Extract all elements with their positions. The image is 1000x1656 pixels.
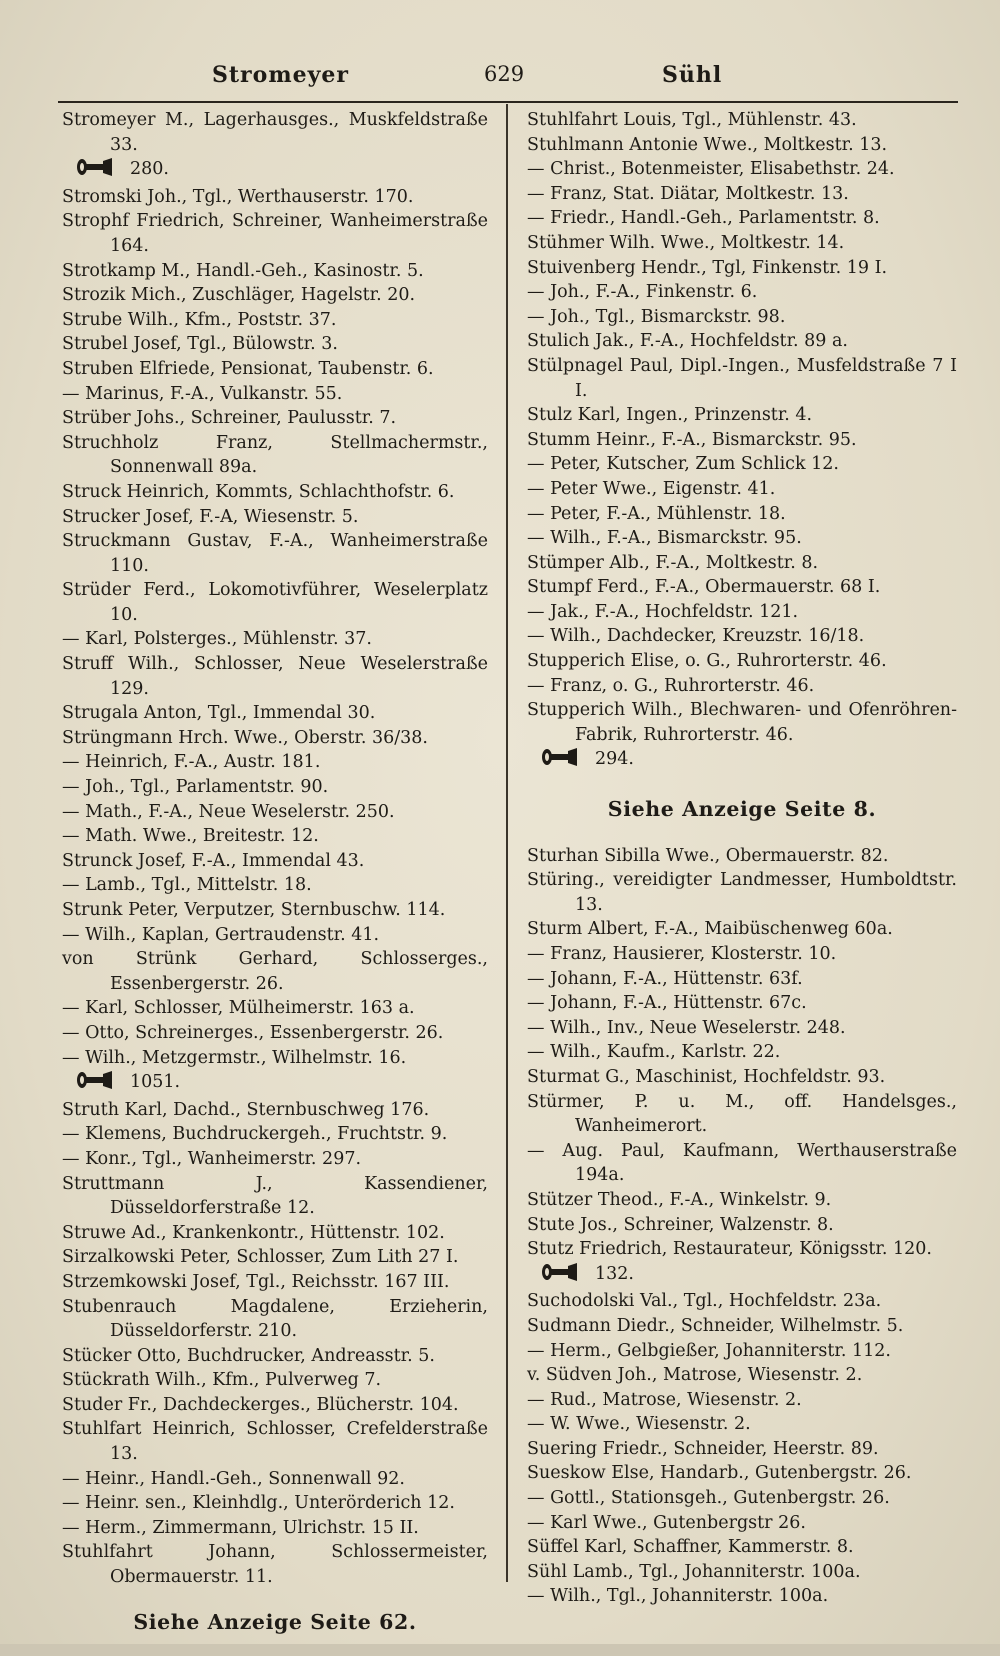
phone-number-entry xyxy=(527,747,957,775)
directory-entry xyxy=(527,942,957,967)
directory-entry xyxy=(527,231,957,256)
running-head-right: Sühl xyxy=(662,62,723,88)
directory-entry xyxy=(62,873,488,898)
entry-text: — Otto, Schreinerges., Essenbergerstr. 26. xyxy=(62,1022,444,1043)
directory-entry xyxy=(527,698,957,747)
directory-entry xyxy=(62,529,488,578)
directory-entry xyxy=(527,1437,957,1462)
directory-entry xyxy=(527,575,957,600)
running-head-left: Stromeyer xyxy=(212,62,349,88)
directory-entry xyxy=(62,431,488,480)
entry-text: — Gottl., Stationsgeh., Gutenbergstr. 26. xyxy=(527,1488,890,1509)
directory-entry xyxy=(527,403,957,428)
entry-text: Stuhlfahrt Johann, Schlossermeister, Obermauerstr. 11. xyxy=(62,1542,488,1588)
directory-entry xyxy=(527,551,957,576)
directory-entry xyxy=(527,133,957,158)
directory-entry xyxy=(527,1065,957,1090)
entry-text: Stülpnagel Paul, Dipl.-Ingen., Musfeldstraße 7 I I. xyxy=(527,355,957,401)
directory-entry xyxy=(62,996,488,1021)
phone-number-entry xyxy=(62,157,488,185)
directory-entry xyxy=(62,505,488,530)
advert-reference: Siehe Anzeige Seite 62. xyxy=(133,1609,417,1634)
entry-text: Sturm Albert, F.-A., Maibüschenweg 60a. xyxy=(527,919,893,940)
entry-text: Struck Heinrich, Kommts, Schlachthofstr. 6. xyxy=(62,481,455,502)
entry-text: Strube Wilh., Kfm., Poststr. 37. xyxy=(62,309,337,330)
directory-entry xyxy=(527,354,957,403)
entry-text: Struwe Ad., Krankenkontr., Hüttenstr. 102. xyxy=(62,1222,445,1243)
entry-text: — Christ., Botenmeister, Elisabethstr. 24. xyxy=(527,159,895,180)
entry-text: Stupperich Wilh., Blechwaren- und Ofenröhren-Fabrik, Ruhrorterstr. 46. xyxy=(527,700,957,745)
entry-text: — Franz, Stat. Diätar, Moltkestr. 13. xyxy=(527,183,849,204)
entry-text: Struckmann Gustav, F.-A., Wanheimerstraße 110. xyxy=(62,531,488,576)
directory-entry xyxy=(62,406,488,431)
entry-text: Studer Fr., Dachdeckerges., Blücherstr. 104. xyxy=(62,1394,459,1415)
directory-entry xyxy=(527,1237,957,1262)
advert-reference: Siehe Anzeige Seite 8. xyxy=(607,797,877,822)
directory-entry xyxy=(527,674,957,699)
entry-text: — Johann, F.-A., Hüttenstr. 63f. xyxy=(527,968,803,989)
directory-entry xyxy=(527,206,957,231)
directory-entry xyxy=(62,1122,488,1147)
entry-text: Stuhlfahrt Louis, Tgl., Mühlenstr. 43. xyxy=(527,110,857,130)
entry-text: Strozik Mich., Zuschläger, Hagelstr. 20. xyxy=(62,285,416,306)
directory-entry xyxy=(62,1295,488,1344)
entry-text: Strüder Ferd., Lokomotivführer, Weselerplatz 10. xyxy=(62,580,488,625)
entry-text: Stümper Alb., F.-A., Moltkestr. 8. xyxy=(527,552,819,573)
directory-entry xyxy=(527,967,957,992)
directory-entry xyxy=(527,108,957,133)
entry-text: — Peter, Kutscher, Zum Schlick 12. xyxy=(527,454,839,475)
entry-text: Stupperich Elise, o. G., Ruhrorterstr. 46. xyxy=(527,651,887,672)
directory-entry xyxy=(62,652,488,701)
directory-entry xyxy=(62,1046,488,1071)
directory-entry xyxy=(62,1344,488,1369)
entry-text: Struff Wilh., Schlosser, Neue Weselerstraße 129. xyxy=(62,654,488,699)
directory-entry xyxy=(527,1584,957,1609)
entry-text: Sturmat G., Maschinist, Hochfeldstr. 93. xyxy=(527,1066,886,1087)
entry-text: — Klemens, Buchdruckergeh., Fruchtstr. 9. xyxy=(62,1124,448,1145)
entry-text: — Aug. Paul, Kaufmann, Werthauserstraße 194a. xyxy=(527,1140,957,1186)
phone-number: 294. xyxy=(595,749,634,770)
directory-entry xyxy=(527,182,957,207)
entry-text: — Rud., Matrose, Wiesenstr. 2. xyxy=(527,1389,802,1410)
directory-entry xyxy=(527,600,957,625)
header-rule xyxy=(58,101,958,103)
directory-entry xyxy=(527,991,957,1016)
directory-entry xyxy=(527,1188,957,1213)
directory-entry xyxy=(62,382,488,407)
entry-text: Stuivenberg Hendr., Tgl, Finkenstr. 19 I. xyxy=(527,257,888,278)
entry-text: — Jak., F.-A., Hochfeldstr. 121. xyxy=(527,601,799,622)
entry-text: Strophf Friedrich, Schreiner, Wanheimerstraße 164. xyxy=(62,211,488,256)
entry-text: Stüring., vereidigter Landmesser, Humboldtstr. 13. xyxy=(527,870,957,915)
right-column xyxy=(527,108,957,1609)
directory-entry xyxy=(527,1314,957,1339)
directory-entry xyxy=(62,108,488,157)
directory-entry xyxy=(62,726,488,751)
directory-entry xyxy=(527,1339,957,1364)
directory-entry xyxy=(62,923,488,948)
directory-entry xyxy=(527,1016,957,1041)
directory-entry xyxy=(527,844,957,869)
directory-entry xyxy=(527,329,957,354)
directory-entry xyxy=(527,1213,957,1238)
entry-text: Sirzalkowski Peter, Schlosser, Zum Lith 27 I. xyxy=(62,1247,459,1268)
directory-entry xyxy=(62,824,488,849)
entry-text: — W. Wwe., Wiesenstr. 2. xyxy=(527,1414,751,1435)
entry-text: — Wilh., F.-A., Bismarckstr. 95. xyxy=(527,528,802,549)
directory-entry xyxy=(62,578,488,627)
entry-text: Suchodolski Val., Tgl., Hochfeldstr. 23a. xyxy=(527,1291,882,1312)
entry-text: Stulich Jak., F.-A., Hochfeldstr. 89 a. xyxy=(527,331,848,352)
directory-entry xyxy=(62,1221,488,1246)
directory-entry xyxy=(62,1540,488,1589)
entry-text: — Heinrich, F.-A., Austr. 181. xyxy=(62,752,321,773)
directory-entry xyxy=(527,868,957,917)
entry-text: Sueskow Else, Handarb., Gutenbergstr. 26. xyxy=(527,1463,912,1484)
directory-entry xyxy=(62,775,488,800)
directory-entry xyxy=(62,1393,488,1418)
entry-text: Strzemkowski Josef, Tgl., Reichsstr. 167 III. xyxy=(62,1271,450,1292)
directory-entry xyxy=(62,1098,488,1123)
entry-text: Stuhlmann Antonie Wwe., Moltkestr. 13. xyxy=(527,134,888,155)
column-divider xyxy=(506,104,508,1582)
directory-entry xyxy=(527,477,957,502)
directory-entry xyxy=(527,1535,957,1560)
directory-entry xyxy=(62,947,488,996)
entry-text: Struttmann J., Kassendiener, Düsseldorferstraße 12. xyxy=(62,1173,488,1219)
directory-entry xyxy=(62,308,488,333)
entry-text: Strucker Josef, F.-A, Wiesenstr. 5. xyxy=(62,506,359,527)
entry-text: Süffel Karl, Schaffner, Kammerstr. 8. xyxy=(527,1537,854,1558)
entry-text: Stuhlfart Heinrich, Schlosser, Crefelderstraße 13. xyxy=(62,1419,488,1465)
directory-entry xyxy=(62,1147,488,1172)
left-column xyxy=(62,108,488,1656)
directory-entry xyxy=(62,283,488,308)
entry-text: — Wilh., Kaplan, Gertraudenstr. 41. xyxy=(62,924,380,945)
entry-text: Sühl Lamb., Tgl., Johanniterstr. 100a. xyxy=(527,1561,861,1582)
entry-text: Stromski Joh., Tgl., Werthauserstr. 170. xyxy=(62,186,414,207)
entry-text: — Math. Wwe., Breitestr. 12. xyxy=(62,826,319,847)
entry-text: Stromeyer M., Lagerhausges., Muskfeldstraße 33. xyxy=(62,110,488,155)
entry-text: Stute Jos., Schreiner, Walzenstr. 8. xyxy=(527,1214,834,1235)
directory-entry xyxy=(62,332,488,357)
directory-entry xyxy=(62,1491,488,1516)
directory-entry xyxy=(62,800,488,825)
entry-text: — Peter, F.-A., Mühlenstr. 18. xyxy=(527,503,786,524)
entry-text: Sturhan Sibilla Wwe., Obermauerstr. 82. xyxy=(527,845,889,866)
entry-text: Strotkamp M., Handl.-Geh., Kasinostr. 5. xyxy=(62,260,424,281)
entry-text: Struchholz Franz, Stellmachermstr., Sonnenwall 89a. xyxy=(62,432,488,478)
entry-text: — Heinr. sen., Kleinhdlg., Unterörderich 12. xyxy=(62,1493,455,1514)
directory-entry xyxy=(62,1021,488,1046)
directory-entry xyxy=(62,1516,488,1541)
entry-text: — Wilh., Dachdecker, Kreuzstr. 16/18. xyxy=(527,626,865,647)
entry-text: Stücker Otto, Buchdrucker, Andreasstr. 5. xyxy=(62,1345,435,1366)
directory-entry xyxy=(527,1486,957,1511)
entry-text: — Herm., Zimmermann, Ulrichstr. 15 II. xyxy=(62,1517,419,1538)
directory-entry xyxy=(62,185,488,210)
directory-entry xyxy=(62,1270,488,1295)
entry-text: Struben Elfriede, Pensionat, Taubenstr. 6. xyxy=(62,358,434,379)
directory-entry xyxy=(527,256,957,281)
entry-text: Sudmann Diedr., Schneider, Wilhelmstr. 5. xyxy=(527,1315,904,1336)
entry-text: — Franz, o. G., Ruhrorterstr. 46. xyxy=(527,675,815,696)
entry-text: — Math., F.-A., Neue Weselerstr. 250. xyxy=(62,801,395,822)
entry-text: Stutz Friedrich, Restaurateur, Königsstr. 120. xyxy=(527,1239,932,1260)
entry-text: — Konr., Tgl., Wanheimerstr. 297. xyxy=(62,1148,362,1169)
entry-text: Stürmer, P. u. M., off. Handelsges., Wanheimerort. xyxy=(527,1091,957,1137)
directory-entry xyxy=(62,357,488,382)
page-number: 629 xyxy=(484,62,525,86)
entry-text: Stühmer Wilh. Wwe., Moltkestr. 14. xyxy=(527,232,845,253)
directory-entry xyxy=(62,480,488,505)
entry-text: Strüngmann Hrch. Wwe., Oberstr. 36/38. xyxy=(62,727,428,748)
directory-entry xyxy=(62,627,488,652)
directory-entry xyxy=(62,1245,488,1270)
directory-entry xyxy=(527,1139,957,1188)
entry-text: Strugala Anton, Tgl., Immendal 30. xyxy=(62,703,376,724)
entry-text: — Peter Wwe., Eigenstr. 41. xyxy=(527,478,776,499)
directory-entry xyxy=(527,157,957,182)
entry-text: — Friedr., Handl.-Geh., Parlamentstr. 8. xyxy=(527,208,880,229)
directory-entry xyxy=(527,280,957,305)
directory-entry xyxy=(62,1172,488,1221)
phone-number: 132. xyxy=(595,1263,634,1284)
entry-text: Stückrath Wilh., Kfm., Pulverweg 7. xyxy=(62,1370,382,1391)
directory-entry xyxy=(527,649,957,674)
entry-text: von Strünk Gerhard, Schlosserges., Essenbergerstr. 26. xyxy=(62,949,488,994)
entry-text: — Marinus, F.-A., Vulkanstr. 55. xyxy=(62,383,343,404)
entry-text: — Joh., Tgl., Bismarckstr. 98. xyxy=(527,306,786,327)
directory-entry xyxy=(62,259,488,284)
entry-text: — Heinr., Handl.-Geh., Sonnenwall 92. xyxy=(62,1468,405,1489)
directory-entry xyxy=(527,624,957,649)
directory-entry xyxy=(527,1363,957,1388)
entry-text: — Wilh., Metzgermstr., Wilhelmstr. 16. xyxy=(62,1047,407,1068)
entry-text: — Herm., Gelbgießer, Johanniterstr. 112. xyxy=(527,1340,891,1361)
directory-entry xyxy=(527,917,957,942)
entry-text: — Karl, Polsterges., Mühlenstr. 37. xyxy=(62,629,372,650)
entry-text: — Wilh., Kaufm., Karlstr. 22. xyxy=(527,1042,781,1063)
page-header xyxy=(0,62,1000,96)
entry-text: Stumm Heinr., F.-A., Bismarckstr. 95. xyxy=(527,429,857,450)
entry-text: — Joh., Tgl., Parlamentstr. 90. xyxy=(62,777,329,798)
entry-text: Strunck Josef, F.-A., Immendal 43. xyxy=(62,850,365,871)
entry-text: — Lamb., Tgl., Mittelstr. 18. xyxy=(62,875,312,896)
entry-text: Struth Karl, Dachd., Sternbuschweg 176. xyxy=(62,1099,430,1120)
entry-text: Suering Friedr., Schneider, Heerstr. 89. xyxy=(527,1438,879,1459)
directory-entry xyxy=(62,209,488,258)
directory-entry xyxy=(62,1467,488,1492)
entry-text: — Wilh., Tgl., Johanniterstr. 100a. xyxy=(527,1586,829,1607)
directory-entry xyxy=(62,1368,488,1393)
entry-text: — Wilh., Inv., Neue Weselerstr. 248. xyxy=(527,1017,846,1038)
entry-text: Stubenrauch Magdalene, Erzieherin, Düsseldorferstr. 210. xyxy=(62,1296,488,1342)
directory-entry xyxy=(527,1040,957,1065)
directory-entry xyxy=(527,1461,957,1486)
directory-entry xyxy=(527,428,957,453)
directory-entry xyxy=(62,898,488,923)
entry-text: — Joh., F.-A., Finkenstr. 6. xyxy=(527,282,758,303)
entry-text: — Johann, F.-A., Hüttenstr. 67c. xyxy=(527,993,807,1014)
directory-entry xyxy=(527,1289,957,1314)
entry-text: — Franz, Hausierer, Klosterstr. 10. xyxy=(527,944,837,964)
directory-entry xyxy=(62,849,488,874)
phone-number: 280. xyxy=(130,159,169,180)
directory-entry xyxy=(527,526,957,551)
phone-number-entry xyxy=(62,1070,488,1098)
directory-entry xyxy=(62,750,488,775)
directory-entry xyxy=(527,502,957,527)
entry-text: Stützer Theod., F.-A., Winkelstr. 9. xyxy=(527,1189,832,1210)
entry-text: Strunk Peter, Verputzer, Sternbuschw. 114. xyxy=(62,900,446,920)
directory-entry xyxy=(527,1412,957,1437)
directory-entry xyxy=(62,701,488,726)
directory-entry xyxy=(527,1388,957,1413)
entry-text: Strubel Josef, Tgl., Bülowstr. 3. xyxy=(62,334,338,355)
directory-entry xyxy=(527,1511,957,1536)
directory-entry xyxy=(527,1090,957,1139)
entry-text: Stulz Karl, Ingen., Prinzenstr. 4. xyxy=(527,405,813,426)
entry-text: Strüber Johs., Schreiner, Paulusstr. 7. xyxy=(62,408,397,429)
directory-entry xyxy=(527,1560,957,1585)
phone-number-entry xyxy=(527,1262,957,1290)
directory-entry xyxy=(527,305,957,330)
entry-text: — Karl, Schlosser, Mülheimerstr. 163 a. xyxy=(62,998,415,1019)
directory-entry xyxy=(62,1417,488,1466)
directory-entry xyxy=(527,452,957,477)
entry-text: v. Südven Joh., Matrose, Wiesenstr. 2. xyxy=(527,1365,863,1386)
phone-number: 1051. xyxy=(130,1072,181,1093)
entry-text: Stumpf Ferd., F.-A., Obermauerstr. 68 I. xyxy=(527,577,881,598)
entry-text: — Karl Wwe., Gutenbergstr 26. xyxy=(527,1512,806,1533)
